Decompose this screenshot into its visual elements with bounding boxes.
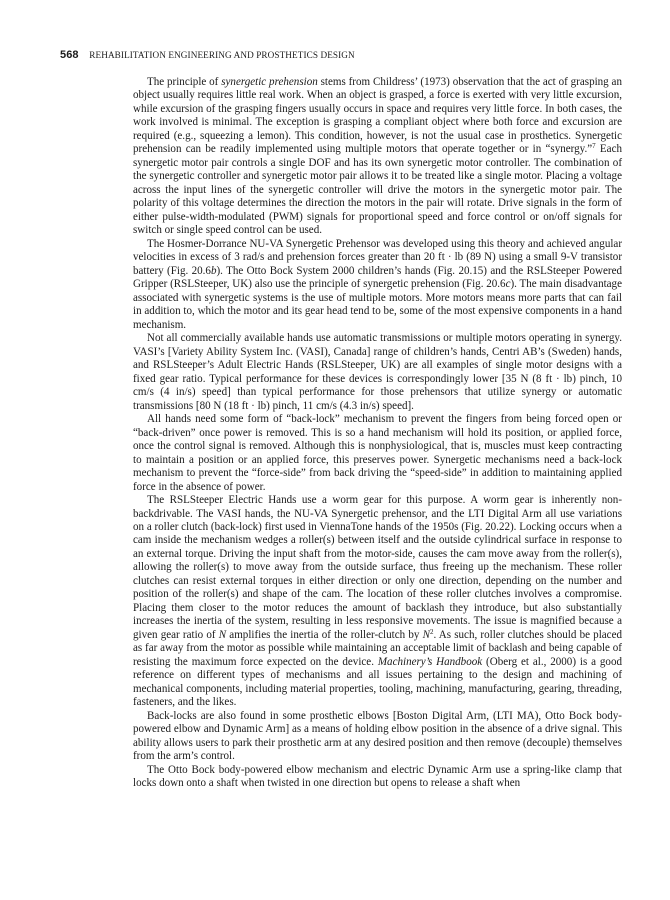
- paragraph-hosmer-dorrance: The Hosmer-Dorrance NU-VA Synergetic Prehensor was developed using this theory and achieved angular velocities in excess of 3 rad/s and prehension forces greater than 20 ft · lb (89 N) using a small 9-V transistor battery (Fig. 20.6b). The Otto Bock System 2000 children’s hands (Fig. 20.15) and the RSLSteeper Powered Gripper (RSLSteeper, UK) also use the principle of synergetic prehension (Fig. 20.6c). The main disadvantage associated with synergetic systems is the use of multiple motors. More motors means more parts that can fail in addition to, which the motor and its gear head tend to be, some of the most expensive components in a hand mechanism.: [133, 237, 622, 331]
- paragraph-worm-gear-roller-clutch: The RSLSteeper Electric Hands use a worm gear for this purpose. A worm gear is inherently nonbackdrivable. The VASI hands, the NU-VA Synergetic prehensor, and the LTI Digital Arm all use variations on a roller clutch (back-lock) first used in ViennaTone hands of the 1950s (Fig. 20.22). Locking occurs when a cam inside the mechanism wedges a roller(s) between itself and the outside cylindrical surface in response to an external torque. Driving the input shaft from the motor-side, causes the cam move away from the roller(s), allowing the roller(s) to move away from the outside surface, thus freeing up the mechanism. These roller clutches can resist external torques in either direction or only one direction, depending on the number and position of the roller(s) and shape of the cam. The location of these roller clutches involves a compromise. Placing them closer to the motor reduces the amount of backlash they introduce, but also substantially increases the inertia of the system, resulting in less responsive movements. The issue is magnified because a given gear ratio of N amplifies the inertia of the roller-clutch by $N^2$. As such, roller clutches should be placed as far away from the motor as possible while maintaining an acceptable limit of backlash and being capable of resisting the maximum force expected on the device. Machinery’s Handbook (Oberg et al., 2000) is a good reference on different types of mechanisms and all issues pertaining to the design and machining of mechanical components, including material properties, tooling, machining, manufacturing, gearing, threading, fasteners, and the likes.: [133, 494, 623, 709]
- paragraph-otto-bock-elbow: The Otto Bock body-powered elbow mechanism and electric Dynamic Arm use a spring-like clamp that locks down onto a shaft when twisted in one direction but opens to release a shaft when: [133, 763, 622, 790]
- running-title: REHABILITATION ENGINEERING AND PROSTHETICS DESIGN: [89, 50, 355, 60]
- body-text: [133, 76, 622, 791]
- footnote-marker: 7: [592, 142, 596, 151]
- running-header: [60, 49, 355, 61]
- paragraph-prosthetic-elbows: Back-locks are also found in some prosthetic elbows [Boston Digital Arm, (LTI MA), Otto Bock body-powered elbow and Dynamic Arm] as a means of holding elbow position in the absence of a drive signal. This ability allows users to park their prosthetic arm at any desired position and then remove (decouple) themselves from the arm’s control.: [133, 709, 622, 763]
- page-number: 568: [60, 49, 79, 61]
- paragraph-synergetic-prehension: The principle of synergetic prehension stems from Childress’ (1973) observation that the act of grasping an object usually requires little real work. When an object is grasped, a force is exerted with very little excursion, while excursion of the grasping fingers usually occurs in space and requires very little force. In both cases, the work involved is minimal. The exception is grasping a compliant object where both force and excursion are required (e.g., squeezing a lemon). This condition, however, is not the usual case in prosthetics. Synergetic prehension can be readily implemented using multiple motors that operate together or in “synergy.”$^7$ Each synergetic motor pair controls a single DOF and has its own synergetic motor controller. The combination of the synergetic controller and synergetic motor pair allows it to be treated like a single motor. Placing a voltage across the input lines of the synergetic controller will drive the motors in the synergetic motor pair. The polarity of this voltage determines the direction the motors in the pair will rotate. Drive signals in the form of either pulse-width-modulated (PWM) signals for proportional speed and force control or on/off signals for switch or single speed control can be used.: [133, 76, 622, 237]
- book-title: Machinery’s Handbook: [377, 655, 483, 668]
- paragraph-back-lock: All hands need some form of “back-lock” mechanism to prevent the fingers from being forced open or “back-driven” once power is removed. This is so a hand mechanism will hold its position, or applied force, once the control signal is removed. Although this is nonphysiological, that is, muscles must keep contracting to maintain a position or an applied force, this preserves power. Synergetic mechanisms need a back-lock mechanism to prevent the “force-side” from back driving the “speed-side” in addition to maintaining applied force in the absence of power.: [133, 413, 622, 493]
- emphasis: synergetic prehension: [221, 76, 318, 88]
- paragraph-single-motor-designs: Not all commercially available hands use automatic transmissions or multiple motors operating in synergy. VASI’s [Variety Ability System Inc. (VASI), Canada] range of children’s hands, Centri AB’s (Sweden) hands, and RSLSteeper’s Adult Electric Hands (RSLSteeper, UK) are all examples of single motor designs with a fixed gear ratio. Typical performance for these devices is correspondingly lower [35 N (8 ft · lb) pinch, 10 cm/s (4 in/s) speed] than typical performance for those prehensors that utilize synergy or automatic transmissions [80 N (18 ft · lb) pinch, 11 cm/s (4.3 in/s) speed].: [133, 332, 622, 412]
